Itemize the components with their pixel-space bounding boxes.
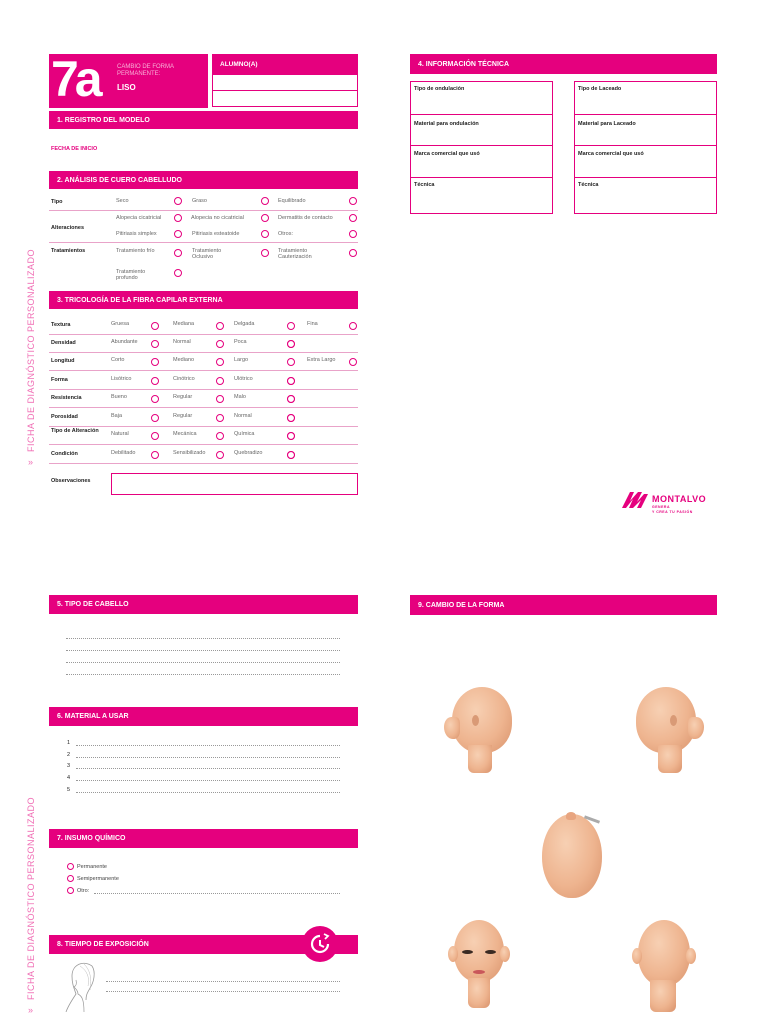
radio-option[interactable] [349, 358, 357, 366]
option-label: Fina [307, 321, 318, 327]
radio-option[interactable] [151, 414, 159, 422]
section-9-header: 9. CAMBIO DE LA FORMA [410, 595, 717, 615]
radio-option[interactable] [151, 358, 159, 366]
option-label: Regular [173, 413, 193, 419]
fecha-inicio-label: FECHA DE INICIO [51, 146, 98, 152]
header-block [49, 51, 208, 108]
row-label: Tipo de Alteración [51, 428, 99, 434]
radio-option[interactable] [216, 340, 224, 348]
montalvo-logo [622, 490, 722, 520]
student-header [212, 54, 358, 74]
material-line[interactable] [76, 745, 340, 746]
tech-field-label[interactable]: Técnica [578, 182, 599, 188]
radio-pitiriasis-esteatoide[interactable] [261, 230, 269, 238]
radio-option[interactable] [151, 432, 159, 440]
row-divider [49, 334, 358, 335]
option-label: Largo [234, 357, 249, 363]
mannequin-head-front [448, 920, 512, 1020]
option-label: Debilitado [111, 450, 136, 456]
option-label: Tratamiento frío [116, 248, 155, 254]
radio-option[interactable] [216, 432, 224, 440]
mannequin-head-right-profile [630, 685, 710, 775]
material-line[interactable] [76, 768, 340, 769]
option-label: Regular [173, 394, 193, 400]
tech-right-box [574, 81, 717, 214]
option-label: Mediano [173, 357, 195, 363]
option-label: Bueno [111, 394, 127, 400]
option-label: Química [234, 431, 255, 437]
radio-alopecia-cicatricial[interactable] [174, 214, 182, 222]
header-title: LISO [117, 83, 136, 92]
row-label: Longitud [51, 358, 75, 364]
section-5-header: 5. TIPO DE CABELLO [49, 595, 358, 614]
option-label: Baja [111, 413, 123, 419]
option-label: Cinótrico [173, 376, 195, 382]
hair-type-line[interactable] [66, 662, 340, 663]
radio-option[interactable] [216, 377, 224, 385]
mannequin-head-back [632, 920, 696, 1020]
insumo-option: Semipermanente [77, 876, 119, 882]
row-divider [49, 389, 358, 390]
radio-tratamiento-cauterizacion[interactable] [349, 249, 357, 257]
material-number: 4 [67, 775, 71, 781]
logo-tagline-2: Y CREA TU PASIÓN [652, 510, 693, 514]
tech-divider [410, 114, 553, 115]
exposure-line[interactable] [106, 981, 340, 982]
tech-field-label[interactable]: Tipo de ondulación [414, 86, 465, 92]
option-label: Quebradizo [234, 450, 263, 456]
option-label: Malo [234, 394, 246, 400]
radio-option[interactable] [216, 451, 224, 459]
radio-option[interactable] [151, 395, 159, 403]
option-label: Alopecia no cicatricial [191, 215, 244, 221]
logo-tagline-1: GENERA [652, 505, 670, 509]
row-label-tipo: Tipo [51, 199, 63, 205]
otro-line[interactable] [94, 893, 340, 894]
material-line[interactable] [76, 792, 340, 793]
section-6-header: 6. MATERIAL A USAR [49, 707, 358, 726]
option-label: Pitiriasis esteatoide [192, 231, 240, 237]
row-label: Resistencia [51, 395, 82, 401]
option-label: Abundante [111, 339, 138, 345]
logo-brand: MONTALVO [652, 494, 707, 504]
tech-field-label[interactable]: Tipo de Laceado [578, 86, 622, 92]
material-number: 3 [67, 763, 71, 769]
montalvo-m-icon [622, 492, 650, 508]
radio-otros[interactable] [349, 230, 357, 238]
material-line[interactable] [76, 757, 340, 758]
radio-tratamiento-frio[interactable] [174, 249, 182, 257]
row-divider [49, 210, 358, 211]
radio-tratamiento-oclusivo[interactable] [261, 249, 269, 257]
row-label-alteraciones: Alteraciones [51, 225, 85, 231]
row-divider [49, 444, 358, 445]
sheet-number: 7a [51, 51, 99, 107]
option-label: Alopecia cicatricial [116, 215, 162, 221]
row-label: Densidad [51, 340, 76, 346]
tech-field-label[interactable]: Marca comercial que usó [414, 151, 480, 157]
tech-field-label[interactable]: Marca comercial que usó [578, 151, 644, 157]
option-label: Seco [116, 198, 129, 204]
material-line[interactable] [76, 780, 340, 781]
chevron-icon: » [28, 457, 34, 467]
radio-option[interactable] [216, 395, 224, 403]
radio-option[interactable] [151, 377, 159, 385]
material-number: 2 [67, 752, 71, 758]
mannequin-head-left-profile [444, 685, 518, 775]
radio-option[interactable] [287, 322, 295, 330]
option-label: Tratamiento Oclusivo [192, 248, 222, 260]
radio-option[interactable] [287, 414, 295, 422]
radio-option[interactable] [151, 451, 159, 459]
row-label: Textura [51, 322, 71, 328]
option-label: Equilibrado [278, 198, 306, 204]
section-7-header: 7. INSUMO QUÍMICO [49, 829, 358, 848]
radio-option[interactable] [151, 340, 159, 348]
option-label: Tratamiento profundo [116, 269, 146, 281]
radio-permanente[interactable] [67, 863, 74, 870]
side-title-top: FICHA DE DIAGNÓSTICO PERSONALIZADO [26, 248, 36, 452]
option-label: Lisótrico [111, 376, 132, 382]
section-2-header: 2. ANÁLISIS DE CUERO CABELLUDO [49, 171, 358, 189]
tech-field-label[interactable]: Técnica [414, 182, 435, 188]
row-label: Condición [51, 451, 78, 457]
row-divider [49, 463, 358, 464]
radio-pitiriasis-simplex[interactable] [174, 230, 182, 238]
option-label: Delgada [234, 321, 255, 327]
row-divider [49, 352, 358, 353]
exposure-line[interactable] [106, 991, 340, 992]
radio-option[interactable] [151, 322, 159, 330]
student-field-1[interactable] [212, 74, 358, 91]
student-label: ALUMNO(A) [220, 61, 258, 68]
radio-option[interactable] [216, 322, 224, 330]
mannequin-head-top [538, 808, 608, 900]
insumo-option: Permanente [77, 864, 107, 870]
option-label: Tratamiento Cauterización [278, 248, 312, 260]
radio-option[interactable] [349, 322, 357, 330]
radio-graso[interactable] [261, 197, 269, 205]
tech-field-label[interactable]: Material para ondulación [414, 121, 479, 127]
radio-otro[interactable] [67, 887, 74, 894]
radio-option[interactable] [287, 340, 295, 348]
tech-divider [574, 145, 717, 146]
row-divider [49, 242, 358, 243]
row-label: Porosidad [51, 414, 78, 420]
radio-alopecia-no-cicatricial[interactable] [261, 214, 269, 222]
clock-icon [302, 926, 338, 962]
section-1-header: 1. REGISTRO DEL MODELO [49, 111, 358, 129]
tech-divider [574, 177, 717, 178]
option-label: Sensibilizado [173, 450, 206, 456]
radio-option[interactable] [287, 451, 295, 459]
row-label-tratamientos: Tratamientos [51, 248, 86, 254]
hair-type-line[interactable] [66, 674, 340, 675]
section-8-header: 8. TIEMPO DE EXPOSICIÓN [49, 935, 358, 954]
option-label: Normal [234, 413, 252, 419]
tech-divider [574, 114, 717, 115]
tech-divider [410, 145, 553, 146]
chevron-icon: » [28, 1005, 34, 1015]
row-divider [49, 407, 358, 408]
option-label: Dermatitis de contacto [278, 215, 333, 221]
tech-left-box [410, 81, 553, 214]
option-label: Ulótrico [234, 376, 253, 382]
insumo-option: Otro: [77, 888, 90, 894]
option-label: Mediana [173, 321, 195, 327]
option-label: Natural [111, 431, 129, 437]
option-label: Extra Largo [307, 357, 336, 363]
material-number: 1 [67, 740, 71, 746]
radio-tratamiento-profundo[interactable] [174, 269, 182, 277]
option-label: Graso [192, 198, 207, 204]
option-label: Mecánica [173, 431, 197, 437]
radio-option[interactable] [287, 358, 295, 366]
row-divider [49, 370, 358, 371]
radio-dermatitis[interactable] [349, 214, 357, 222]
radio-option[interactable] [216, 414, 224, 422]
observaciones-field[interactable] [111, 473, 358, 495]
radio-option[interactable] [216, 358, 224, 366]
radio-option[interactable] [287, 432, 295, 440]
section-3-header: 3. TRICOLOGÍA DE LA FIBRA CAPILAR EXTERNA [49, 291, 358, 309]
woman-profile-icon [62, 960, 100, 1012]
option-label: Poca [234, 339, 247, 345]
radio-seco[interactable] [174, 197, 182, 205]
material-number: 5 [67, 787, 71, 793]
tech-field-label[interactable]: Material para Laceado [578, 121, 636, 127]
header-subtitle: CAMBIO DE FORMA PERMANENTE: [117, 64, 174, 77]
radio-equilibrado[interactable] [349, 197, 357, 205]
radio-option[interactable] [287, 377, 295, 385]
student-field-2[interactable] [212, 90, 358, 107]
option-label: Normal [173, 339, 191, 345]
hair-type-line[interactable] [66, 650, 340, 651]
option-label: Otros: [278, 231, 293, 237]
section-4-header: 4. INFORMACIÓN TÉCNICA [410, 54, 717, 74]
observaciones-label: Observaciones [51, 478, 91, 484]
option-label: Corto [111, 357, 125, 363]
row-divider [49, 426, 358, 427]
row-label: Forma [51, 377, 68, 383]
tech-divider [410, 177, 553, 178]
option-label: Gruesa [111, 321, 130, 327]
side-title-bottom: FICHA DE DIAGNÓSTICO PERSONALIZADO [26, 796, 36, 1000]
radio-semipermanente[interactable] [67, 875, 74, 882]
radio-option[interactable] [287, 395, 295, 403]
option-label: Pitiriasis simplex [116, 231, 157, 237]
hair-type-line[interactable] [66, 638, 340, 639]
